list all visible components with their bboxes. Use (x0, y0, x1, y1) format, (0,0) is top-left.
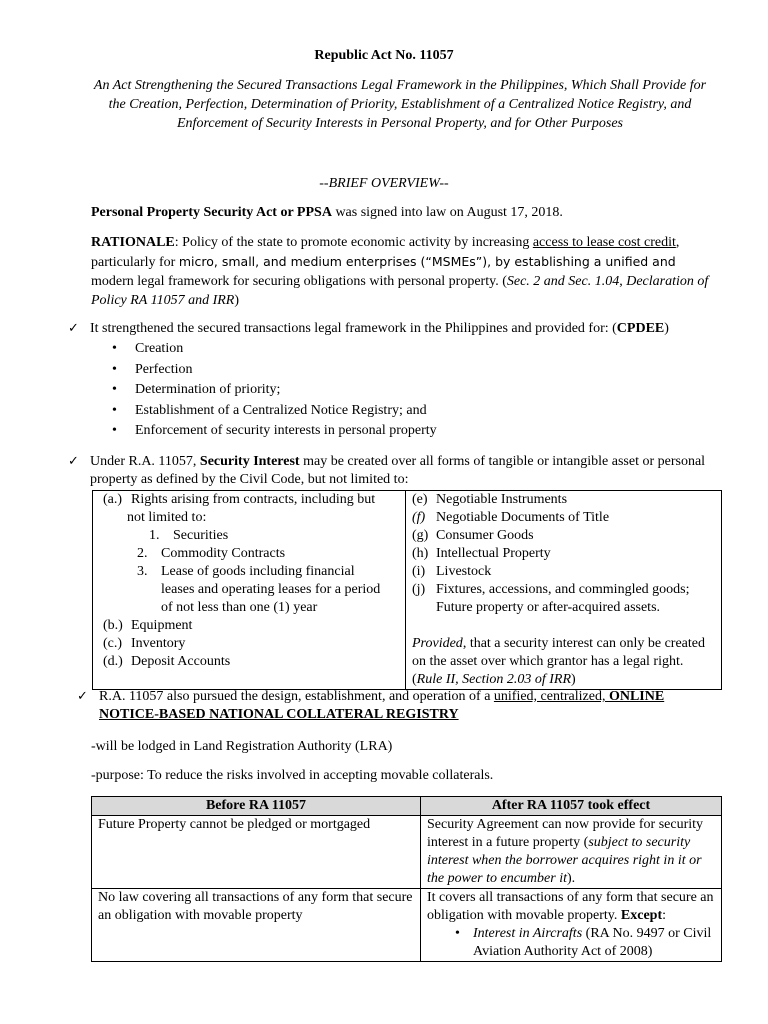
rationale-text-2: , particularly for (91, 235, 680, 270)
column-header-after: After RA 11057 took effect (421, 797, 722, 816)
item-g (412, 527, 715, 545)
cell-colon: : (662, 908, 666, 923)
sub-num: 3. (137, 564, 148, 579)
proviso-citation: Rule II, Section 2.03 of IRR (416, 672, 572, 687)
exception-term: Interest in Aircrafts (473, 926, 583, 941)
item-text: Negotiable Instruments (436, 492, 568, 507)
item-d (99, 653, 399, 671)
checklist-text (90, 453, 720, 489)
cpdee-list (112, 340, 437, 443)
rationale-citation-1: Sec. 2 and Sec. 1.04 (506, 274, 620, 289)
sub-text: Securities (173, 528, 229, 543)
comparison-table (91, 796, 722, 962)
item-text: Livestock (436, 564, 492, 579)
proviso-close: ) (571, 672, 576, 687)
checklist-text (90, 320, 720, 338)
cpdee-acronym: CPDEE (616, 321, 665, 336)
item-b (99, 617, 399, 635)
ppsa-signed-text: was signed into law on August 17, 2018. (331, 205, 563, 220)
rationale-text: : Policy of the state to promote economic activity by increasing (174, 235, 533, 250)
list-item: • Establishment of a Centralized Notice Registry; and (112, 402, 437, 423)
item-i (412, 563, 715, 581)
checklist-item-cpdee (68, 320, 718, 340)
rationale-label: RATIONALE (91, 235, 175, 250)
checklist-item-security-interest (68, 453, 718, 491)
item-label: (e) (412, 492, 428, 507)
overview-heading: --BRIEF OVERVIEW-- (319, 176, 449, 191)
cell-text: Security Agreement can now provide for security interest in a future property ( (427, 817, 704, 850)
cell-before: Future Property cannot be pledged or mortgaged (92, 816, 421, 889)
rationale-msme: micro, small, and medium enterprises (“MSMEs”), by establishing a unified and (178, 254, 676, 269)
sub-item-2 (99, 545, 399, 563)
checkmark-icon: ✓ (68, 321, 79, 336)
item-text: Consumer Goods (436, 528, 534, 543)
sub-item-3-cont-2: of not less than one (1) year (161, 600, 318, 615)
item-f (412, 509, 715, 527)
exception-text: (RA No. 9497 or Civil Aviation Authority Act of 2008) (473, 926, 712, 959)
table-row (92, 816, 722, 889)
item-text: Negotiable Documents of Title (436, 510, 610, 525)
sub-item-3 (99, 563, 399, 581)
item-text: Equipment (131, 618, 193, 633)
si-text: Under R.A. 11057, (90, 454, 200, 469)
item-a (99, 491, 399, 509)
checkmark-icon: ✓ (77, 689, 88, 704)
item-h (412, 545, 715, 563)
exception-bullet (427, 925, 715, 961)
list-item: • Perfection (112, 361, 437, 382)
item-text: Inventory (131, 636, 186, 651)
spacer (412, 617, 715, 635)
item-label: (g) (412, 528, 429, 543)
cell-after (421, 889, 722, 962)
sub-text: Commodity Contracts (161, 546, 286, 561)
sub-num: 1. (149, 528, 160, 543)
rationale-text-3: modern legal framework for securing obligations with personal property. ( (91, 274, 507, 289)
item-label: (a.) (103, 492, 123, 507)
item-a-cont: not limited to: (127, 510, 207, 525)
ppsa-name: Personal Property Security Act or PPSA (91, 205, 332, 220)
proviso-term: Provided (412, 636, 463, 651)
item-text: Fixtures, accessions, and commingled goods; (436, 582, 690, 597)
sub-num: 2. (137, 546, 148, 561)
checkmark-icon: ✓ (68, 454, 79, 469)
item-text: Deposit Accounts (131, 654, 231, 669)
purpose-note: -purpose: To reduce the risks involved in accepting movable collaterals. (91, 768, 494, 783)
item-label: (i) (412, 564, 426, 579)
cpdee-close: ) (664, 321, 669, 336)
registry-underlined: unified, centralized, (493, 689, 609, 704)
registry-text: R.A. 11057 also pursued the design, establishment, and operation of a (99, 689, 494, 704)
cell-bold: Except (620, 908, 663, 923)
sub-text: Lease of goods including financial (161, 564, 355, 579)
ppsa-paragraph (91, 204, 716, 222)
sub-item-3-cont: leases and operating leases for a period (161, 582, 381, 597)
cell-after (421, 816, 722, 889)
checklist-text (99, 688, 717, 724)
item-label: (j) (412, 582, 426, 597)
list-item: • Determination of priority; (112, 381, 437, 402)
rationale-paragraph (91, 233, 716, 310)
item-text: Intellectual Property (436, 546, 551, 561)
item-c (99, 635, 399, 653)
list-item: • Enforcement of security interests in personal property (112, 422, 437, 443)
item-j-cont: Future property or after-acquired assets. (436, 600, 661, 615)
rationale-sep: , (619, 274, 627, 289)
rationale-citation-2: Declaration of Policy RA 11057 and IRR (91, 274, 709, 308)
rationale-underlined: access to lease cost credit (532, 235, 676, 250)
bullet-icon: • (455, 926, 460, 941)
si-text-2: may be created over all forms of tangible or intangible asset or personal property as defined by the Civil Code, but not limited to: (90, 454, 706, 487)
document-subtitle: An Act Strengthening the Secured Transactions Legal Framework in the Philippines, Which Shall Provide for the Creation, Perfection, Determination of Priority, Establishment of a Centralized Notice Registry, and Enforcement of Security Interests in Personal Property, and for Other Purposes (93, 78, 707, 131)
lra-note: -will be lodged in Land Registration Authority (LRA) (91, 739, 393, 754)
item-e (412, 491, 715, 509)
proviso-text: , that a security interest can only be created on the asset over which grantor has a legal right. ( (412, 636, 705, 687)
sub-item-1 (99, 527, 399, 545)
rationale-close: ) (234, 293, 240, 308)
item-j (412, 581, 715, 599)
proviso (412, 635, 715, 689)
asset-list-right (406, 491, 722, 690)
cell-before: No law covering all transactions of any form that secure an obligation with movable property (92, 889, 421, 962)
document-title: Republic Act No. 11057 (314, 48, 454, 63)
security-interest-table (92, 490, 722, 690)
column-header-before: Before RA 11057 (92, 797, 421, 816)
item-text: Rights arising from contracts, including but (131, 492, 376, 507)
cell-text: It covers all transactions of any form that secure an obligation with movable property. (427, 890, 714, 923)
cpdee-text: It strengthened the secured transactions legal framework in the Philippines and provided for: ( (90, 321, 617, 336)
security-interest-term: Security Interest (199, 454, 300, 469)
checklist-item-registry (77, 688, 717, 726)
table-header-row (92, 797, 722, 816)
item-label: (f) (412, 510, 426, 525)
cell-close: ). (566, 871, 576, 886)
item-label: (b.) (103, 618, 123, 633)
item-label: (h) (412, 546, 429, 561)
item-label: (d.) (103, 654, 123, 669)
list-item: • Creation (112, 340, 437, 361)
table-row (92, 889, 722, 962)
asset-list-left (93, 491, 406, 690)
registry-name: ONLINE NOTICE-BASED NATIONAL COLLATERAL REGISTRY (99, 689, 665, 722)
item-label: (c.) (103, 636, 123, 651)
cell-italic: subject to security interest when the borrower acquires right in it or the power to encumber it (427, 835, 702, 886)
